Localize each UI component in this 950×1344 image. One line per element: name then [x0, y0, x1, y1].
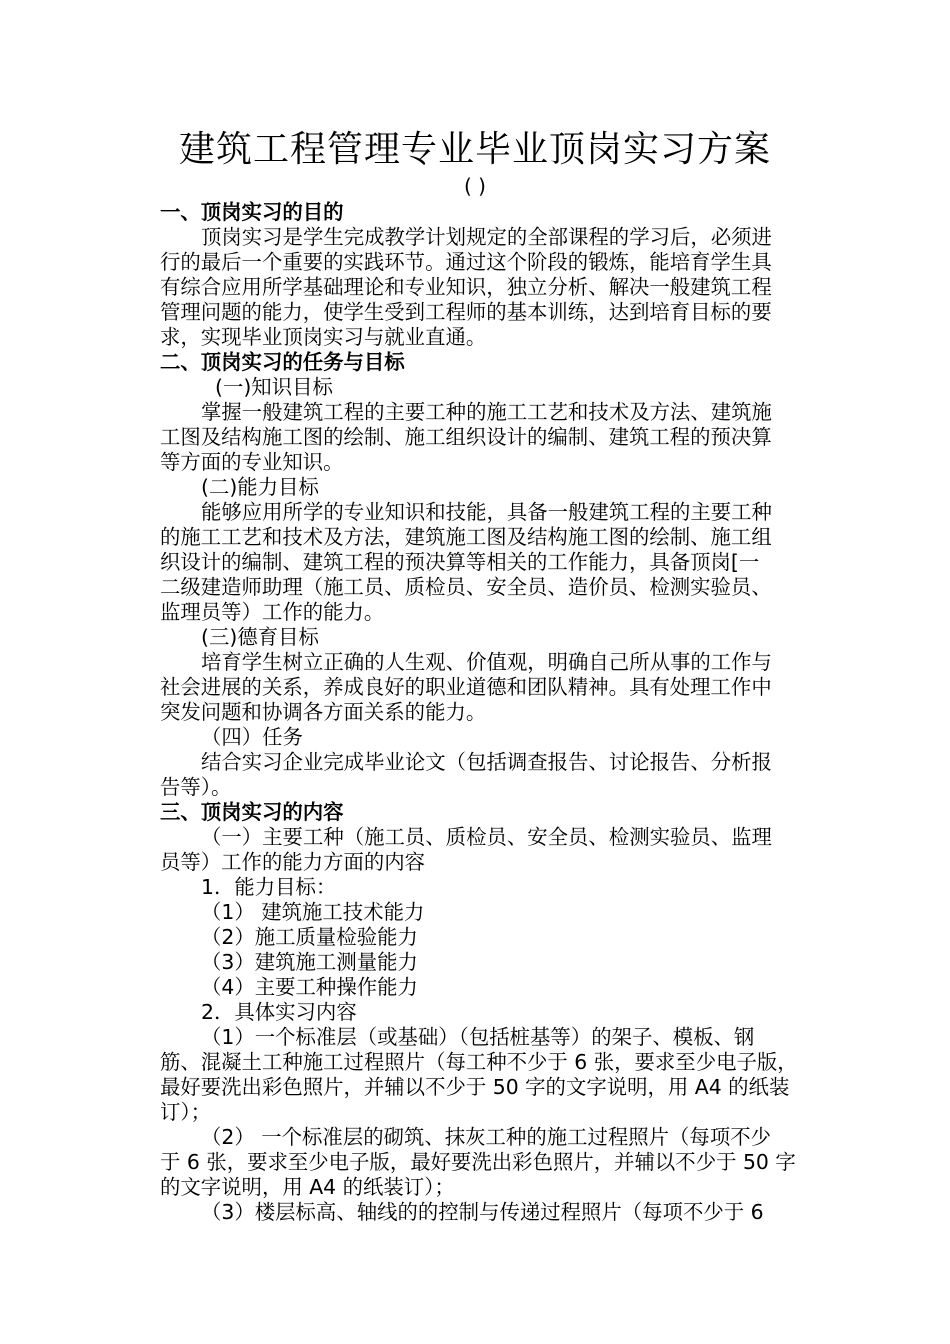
- document-title: 建筑工程管理专业毕业顶岗实习方案: [178, 129, 771, 170]
- paragraph-line: 于 6 张，要求至少电子版，最好要洗出彩色照片，并辅以不少于 50 字: [160, 1150, 796, 1174]
- paragraph-line: (一)知识目标: [215, 375, 333, 399]
- paragraph-line: 的施工工艺和技术及方法，建筑施工图及结构施工图的绘制、施工组: [160, 525, 772, 549]
- paragraph-line: （3）楼层标高、轴线的的控制与传递过程照片（每项不少于 6: [201, 1200, 764, 1224]
- paragraph-line: 突发问题和协调各方面关系的能力。: [160, 700, 487, 724]
- paragraph-line: 员等）工作的能力方面的内容: [160, 850, 426, 874]
- paragraph-line: 行的最后一个重要的实践环节。通过这个阶段的锻炼，能培育学生具: [160, 250, 772, 274]
- paragraph-line: 结合实习企业完成毕业论文（包括调查报告、讨论报告、分析报: [201, 750, 772, 774]
- paragraph-line: （3）建筑施工测量能力: [201, 950, 418, 974]
- paragraph-line: 顶岗实习是学生完成教学计划规定的全部课程的学习后，必须进: [201, 225, 772, 249]
- paragraph-line: 监理员等）工作的能力。: [160, 600, 385, 624]
- paragraph-line: 最好要洗出彩色照片，并辅以不少于 50 字的文字说明，用 A4 的纸装: [160, 1075, 790, 1099]
- paragraph-line: 培育学生树立正确的人生观、价值观，明确自己所从事的工作与: [201, 650, 772, 674]
- paragraph-line: 有综合应用所学基础理论和专业知识，独立分析、解决一般建筑工程: [160, 275, 772, 299]
- paragraph-line: （2）施工质量检验能力: [201, 925, 418, 949]
- paragraph-line: 织设计的编制、建筑工程的预决算等相关的工作能力，具备顶岗[一: [160, 550, 760, 574]
- paragraph-line: 告等）。: [160, 775, 232, 799]
- paragraph-line: 管理问题的能力，使学生受到工程师的基本训练，达到培育目标的要: [160, 300, 772, 324]
- section-heading: 二、顶岗实习的任务与目标: [160, 350, 405, 374]
- section-heading: 三、顶岗实习的内容: [160, 800, 344, 824]
- paragraph-line: 的文字说明，用 A4 的纸装订）；: [160, 1175, 455, 1199]
- paragraph-line: （四）任务: [201, 725, 303, 749]
- paragraph-line: 掌握一般建筑工程的主要工种的施工工艺和技术及方法、建筑施: [201, 400, 772, 424]
- paragraph-line: (三)德育目标: [201, 625, 319, 649]
- paragraph-line: 能够应用所学的专业知识和技能，具备一般建筑工程的主要工种: [201, 500, 772, 524]
- paragraph-line: 二级建造师助理（施工员、质检员、安全员、造价员、检测实验员、: [160, 575, 772, 599]
- paragraph-line: 2．具体实习内容: [201, 1000, 357, 1024]
- paragraph-line: （1） 建筑施工技术能力: [201, 900, 425, 924]
- section-heading: 一、顶岗实习的目的: [160, 200, 344, 224]
- paragraph-line: 筋、混凝土工种施工过程照片（每工种不少于 6 张，要求至少电子版，: [160, 1050, 798, 1074]
- paragraph-line: （4）主要工种操作能力: [201, 975, 418, 999]
- paragraph-line: 社会进展的关系，养成良好的职业道德和团队精神。具有处理工作中: [160, 675, 772, 699]
- paragraph-line: （2） 一个标准层的砌筑、抹灰工种的施工过程照片（每项不少: [201, 1125, 771, 1149]
- paragraph-line: 订）；: [160, 1100, 211, 1124]
- paragraph-line: 工图及结构施工图的绘制、施工组织设计的编制、建筑工程的预决算: [160, 425, 772, 449]
- document-body: [160, 200, 840, 1225]
- paragraph-line: (二)能力目标: [201, 475, 319, 499]
- paragraph-line: 等方面的专业知识。: [160, 450, 344, 474]
- paragraph-line: 1．能力目标：: [201, 875, 337, 899]
- document-subtitle: ( ): [464, 174, 486, 198]
- paragraph-line: （一）主要工种（施工员、质检员、安全员、检测实验员、监理: [201, 825, 772, 849]
- paragraph-line: 求，实现毕业顶岗实习与就业直通。: [160, 325, 487, 349]
- paragraph-line: （1）一个标准层（或基础）（包括桩基等）的架子、模板、钢: [201, 1025, 755, 1049]
